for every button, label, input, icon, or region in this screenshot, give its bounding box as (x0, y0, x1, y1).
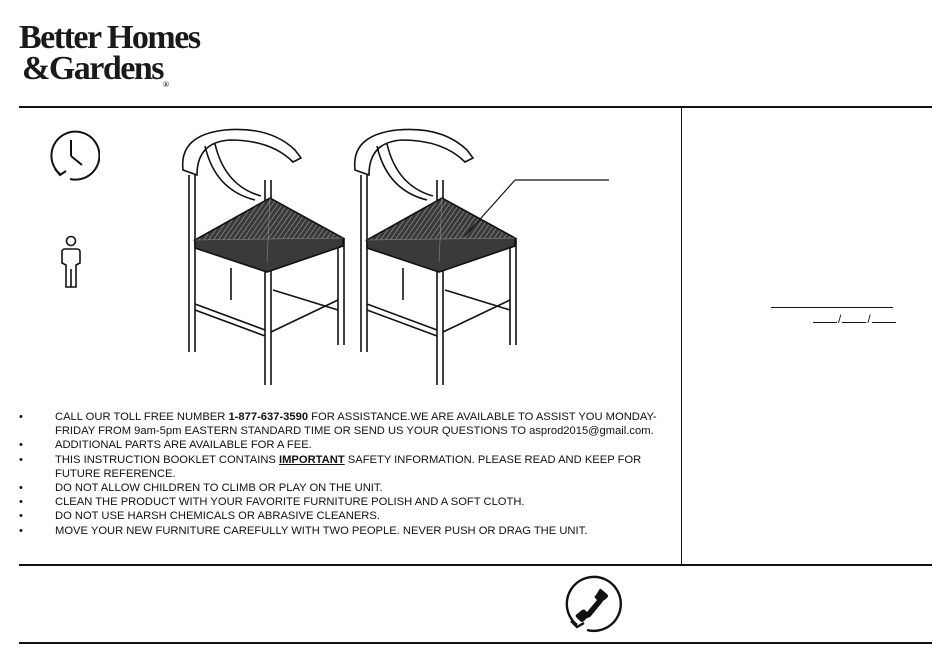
phone-number: 1-877-637-3590 (228, 411, 309, 423)
brand-line-2-text: &Gardens (22, 50, 163, 87)
instruction-item: • DO NOT ALLOW CHILDREN TO CLIMB OR PLAY ON THE UNIT. (19, 481, 674, 495)
instruction-item: • ADDITIONAL PARTS ARE AVAILABLE FOR A FEE. (19, 438, 674, 452)
instruction-item: • CALL OUR TOLL FREE NUMBER 1-877-637-3590 FOR ASSISTANCE.WE ARE AVAILABLE TO ASSIST YOU MONDAY-FRIDAY FROM 9am-5pm EASTERN STANDARD TIME OR SEND US YOUR QUESTIONS TO asprod2015@gmail.com. (19, 410, 674, 438)
important-label: IMPORTANT (278, 453, 345, 466)
date-year-blank (872, 313, 896, 323)
date-slash: / (838, 312, 842, 326)
instruction-item: • DO NOT USE HARSH CHEMICALS OR ABRASIVE CLEANERS. (19, 509, 674, 523)
blank-line-field (771, 307, 893, 308)
instruction-item: • CLEAN THE PRODUCT WITH YOUR FAVORITE FURNITURE POLISH AND A SOFT CLOTH. (19, 495, 674, 509)
footer-divider (19, 642, 932, 644)
clock-icon (44, 130, 100, 184)
header-divider (19, 106, 932, 108)
chair-right (355, 129, 516, 385)
date-day-blank (842, 313, 866, 323)
instruction-item: • MOVE YOUR NEW FURNITURE CAREFULLY WITH TWO PEOPLE. NEVER PUSH OR DRAG THE UNIT. (19, 524, 674, 538)
brand-line-2 (19, 50, 200, 89)
instruction-list (19, 410, 674, 538)
date-slash: / (867, 312, 871, 326)
column-divider (681, 107, 682, 564)
brand-line-1: Better Homes (19, 19, 200, 56)
phone-icon (563, 575, 623, 633)
chair-left (183, 129, 344, 385)
instruction-item: • THIS INSTRUCTION BOOKLET CONTAINS IMPORTANT SAFETY INFORMATION. PLEASE READ AND KEEP FOR FUTURE REFERENCE. (19, 453, 674, 481)
date-blank-field (813, 312, 896, 326)
chairs-illustration (175, 120, 615, 392)
date-month-blank (813, 313, 837, 323)
brand-logo (19, 19, 200, 89)
registered-mark: ® (163, 80, 169, 89)
person-icon (58, 235, 84, 291)
body-divider (19, 564, 932, 566)
